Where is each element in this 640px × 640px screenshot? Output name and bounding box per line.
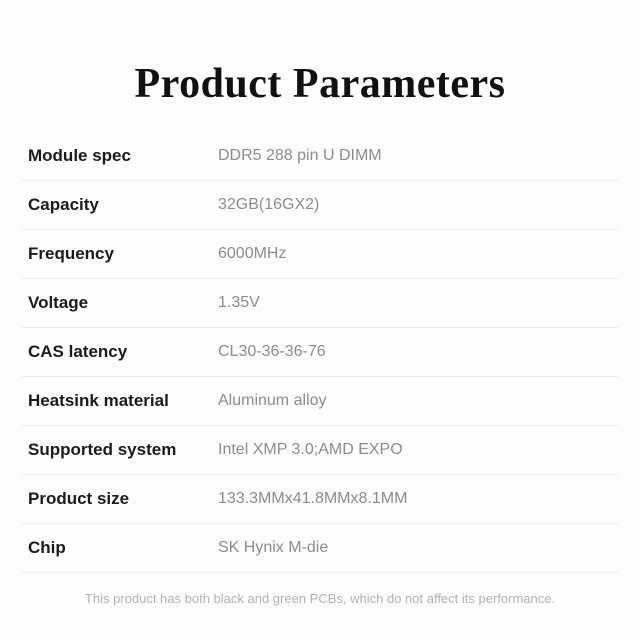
footnote-text: This product has both black and green PCBs, which do not affect its performance. — [84, 591, 556, 606]
parameter-label: Heatsink material — [28, 391, 169, 410]
parameter-label: Capacity — [28, 195, 99, 214]
table-row — [22, 230, 618, 279]
table-row — [22, 132, 618, 181]
page-title: Product Parameters — [134, 61, 506, 107]
table-row — [22, 377, 618, 426]
parameter-label: Voltage — [28, 293, 89, 312]
parameter-label: Frequency — [28, 244, 114, 263]
table-row — [22, 426, 618, 475]
table-row — [22, 181, 618, 230]
parameter-label: Chip — [28, 538, 66, 557]
parameter-value: DDR5 288 pin U DIMM — [218, 147, 382, 164]
table-row — [22, 279, 618, 328]
parameters-table — [22, 132, 618, 573]
parameter-label: Module spec — [28, 146, 131, 165]
table-row — [22, 328, 618, 377]
parameter-value: 32GB(16GX2) — [218, 196, 320, 213]
table-row — [22, 524, 618, 573]
parameter-label: Supported system — [28, 440, 177, 459]
parameter-value: CL30-36-36-76 — [218, 343, 326, 360]
parameter-value: 1.35V — [218, 294, 260, 311]
parameter-value: 6000MHz — [218, 245, 287, 262]
parameter-value: Intel XMP 3.0;AMD EXPO — [218, 441, 403, 458]
parameter-label: Product size — [28, 489, 130, 508]
parameter-value: SK Hynix M-die — [218, 539, 329, 556]
parameter-value: 133.3MMx41.8MMx8.1MM — [218, 490, 408, 507]
table-row — [22, 475, 618, 524]
parameter-label: CAS latency — [28, 342, 128, 361]
parameter-value: Aluminum alloy — [218, 392, 327, 409]
